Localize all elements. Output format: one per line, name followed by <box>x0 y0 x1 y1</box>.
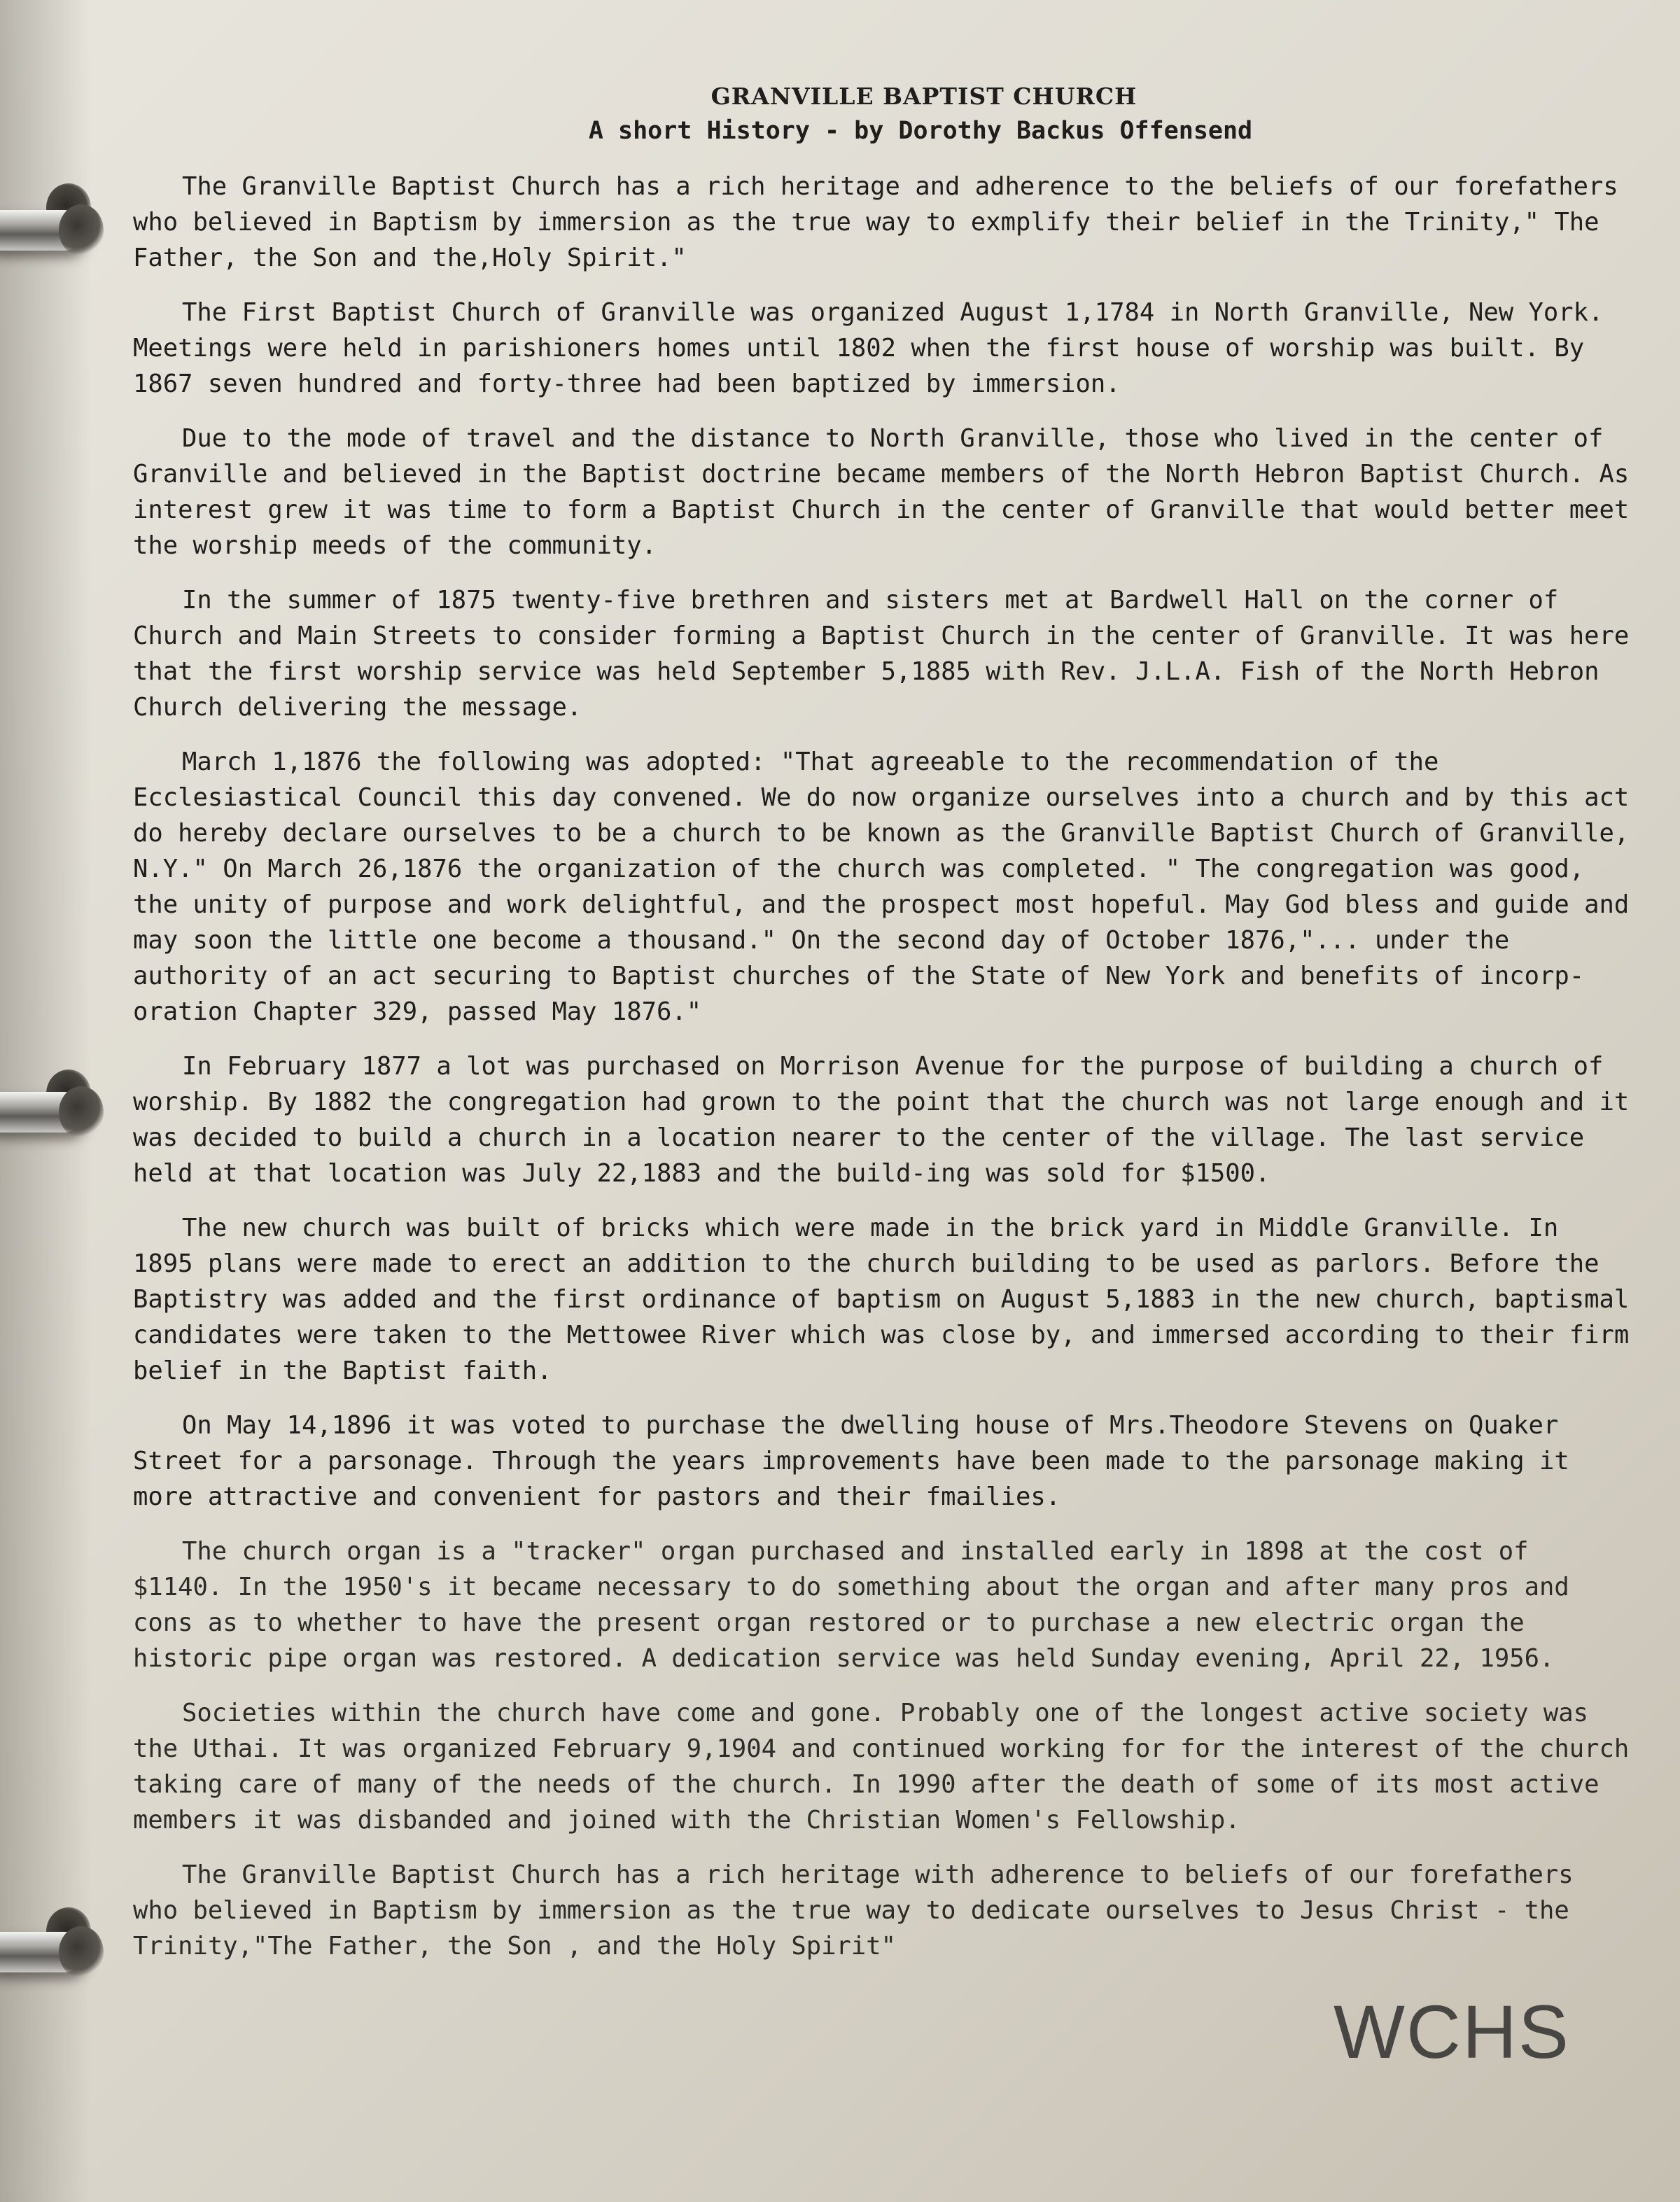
paragraph-societies: Societies within the church have come and gone. Probably one of the longest active society was the Uthai. It was organized February 9,1904 and continued working for for the interest of the church taking care of many of the needs of the church. In 1990 after the death of some of its most active members it was disbanded and joined with the Christian Women's Fellowship. <box>133 1699 1630 1835</box>
document-body <box>133 83 1631 1983</box>
paragraph-organ: The church organ is a "tracker" organ purchased and installed early in 1898 at the cost of $1140. In the 1950's it became necessary to do something about the organ and after many pros and cons as to whether to have the present organ restored or to purchase a new electric organ the historic pipe organ was restored. A dedication service was held Sunday evening, April 22, 1956. <box>133 1537 1569 1673</box>
paragraph-parsonage: On May 14,1896 it was voted to purchase the dwelling house of Mrs.Theodore Stevens on Quaker Street for a parsonage. Through the years improvements have been made to the parsonage making it more attractive and convenient for pastors and their fmailies. <box>133 1411 1569 1511</box>
paragraph-north-hebron: Due to the mode of travel and the distance to North Granville, those who lived in the center of Granville and believed in the Baptist doctrine became members of the North Hebron Baptist Church. As interest grew it was time to form a Baptist Church in the center of Granville that would better meet the worship meeds of the community. <box>133 424 1630 560</box>
binder-ring-middle <box>0 1092 84 1132</box>
document-subtitle: A short History - by Dorothy Backus Offensend <box>588 117 1253 145</box>
paragraph-heritage-closing: The Granville Baptist Church has a rich heritage with adherence to beliefs of our forefathers who believed in Baptism by immersion as the true way to dedicate ourselves to Jesus Christ - the Trinity,"The Father, the Son , and the Holy Spirit" <box>133 1860 1574 1961</box>
paragraph-brick-church: The new church was built of bricks which were made in the brick yard in Middle Granville. In 1895 plans were made to erect an addition to the church building to be used as parlors. Before the Baptistry was added and the first ordinance of baptism on August 5,1883 in the new church, baptismal candidates were taken to the Mettowee River which was close by, and immersed according to their firm belief in the Baptist faith. <box>133 1214 1630 1385</box>
binder-ring-top <box>0 210 84 251</box>
binder-ring-bottom <box>0 1932 84 1972</box>
paragraph-organization: March 1,1876 the following was adopted: "That agreeable to the recommendation of the Ecclesiastical Council this day convened. We do now organize ourselves into a church and by this act do hereby declare ourselves to be a church to be known as the Granville Baptist Church of Granville, N.Y." On March 26,1876 the organization of the church was completed. " The congregation was good, the unity of purpose and work delightful, and the prospect most hopeful. May God bless and guide and may soon the little one become a thousand." On the second day of October 1876,"... under the authority of an act securing to Baptist churches of the State of New York and benefits of incorp-oration Chapter 329, passed May 1876." <box>133 748 1630 1026</box>
paragraph-first-church: The First Baptist Church of Granville was organized August 1,1784 in North Granville, New York. Meetings were held in parishioners homes until 1802 when the first house of worship was built. By 1867 seven hundred and forty-three had been baptized by immersion. <box>133 298 1604 398</box>
wchs-watermark: WCHS <box>1334 1989 1570 2074</box>
paragraph-heritage-intro: The Granville Baptist Church has a rich heritage and adherence to the beliefs of our forefathers who believed in Baptism by immersion as the true way to exmplify their belief in the Trinity," The Father, the Son and the,Holy Spirit." <box>133 172 1618 272</box>
document-title: GRANVILLE BAPTIST CHURCH <box>710 83 1138 110</box>
paragraph-bardwell-hall: In the summer of 1875 twenty-five brethren and sisters met at Bardwell Hall on the corner of Church and Main Streets to consider forming a Baptist Church in the center of Granville. It was here that the first worship service was held September 5,1885 with Rev. J.L.A. Fish of the North Hebron Church delivering the message. <box>133 586 1630 722</box>
paragraph-morrison-avenue: In February 1877 a lot was purchased on Morrison Avenue for the purpose of building a church of worship. By 1882 the congregation had grown to the point that the church was not large enough and it was decided to build a church in a location nearer to the center of the village. The last service held at that location was July 22,1883 and the build-ing was sold for $1500. <box>133 1052 1630 1188</box>
